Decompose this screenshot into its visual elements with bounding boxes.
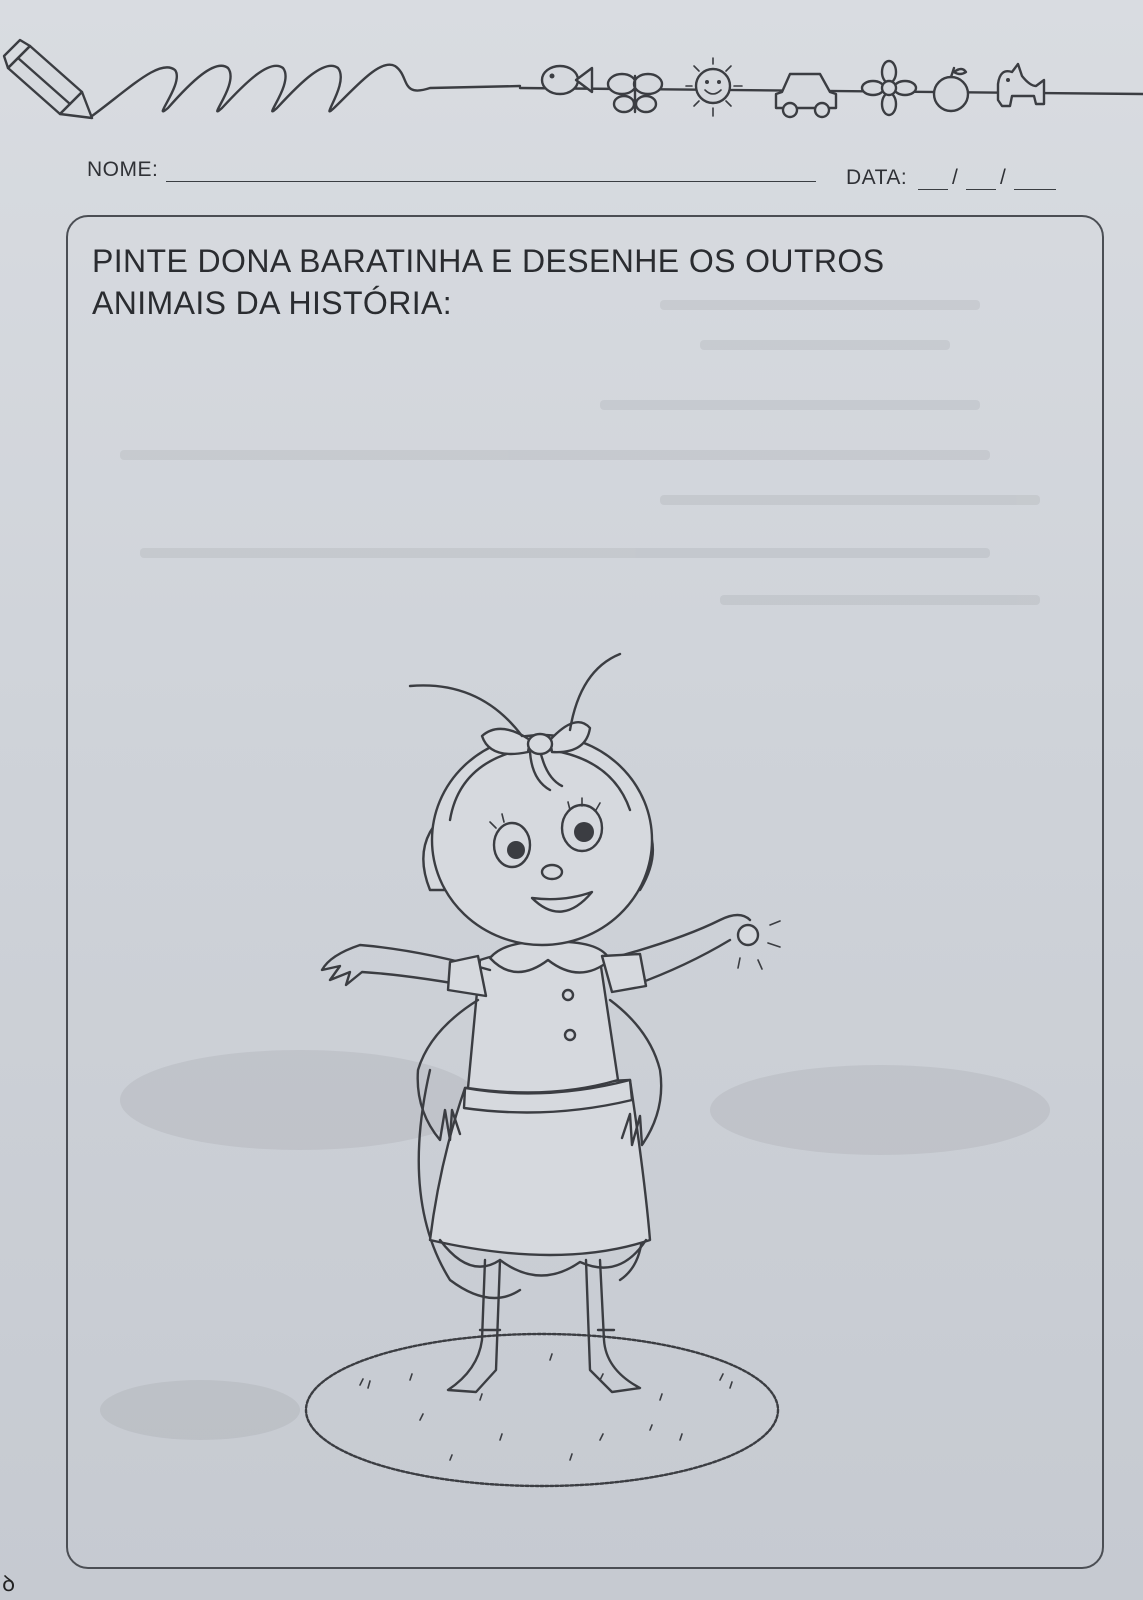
name-label: NOME: [87, 158, 159, 181]
baratinha-head [410, 654, 653, 945]
instruction-line-1: PINTE DONA BARATINHA E DESENHE OS OUTROS [92, 243, 885, 279]
grass-patch [306, 1334, 778, 1486]
date-label: DATA: [846, 166, 908, 189]
coin-icon [738, 925, 758, 945]
dona-baratinha-illustration [300, 640, 820, 1500]
legs [448, 1260, 640, 1392]
blouse [468, 950, 618, 1093]
instruction-line-2: ANIMAIS DA HISTÓRIA: [92, 285, 453, 321]
right-antenna [570, 654, 620, 730]
date-separator: / [1000, 166, 1006, 189]
page-number-fragment: ꝺ [2, 1572, 16, 1597]
date-separator: / [952, 166, 958, 189]
